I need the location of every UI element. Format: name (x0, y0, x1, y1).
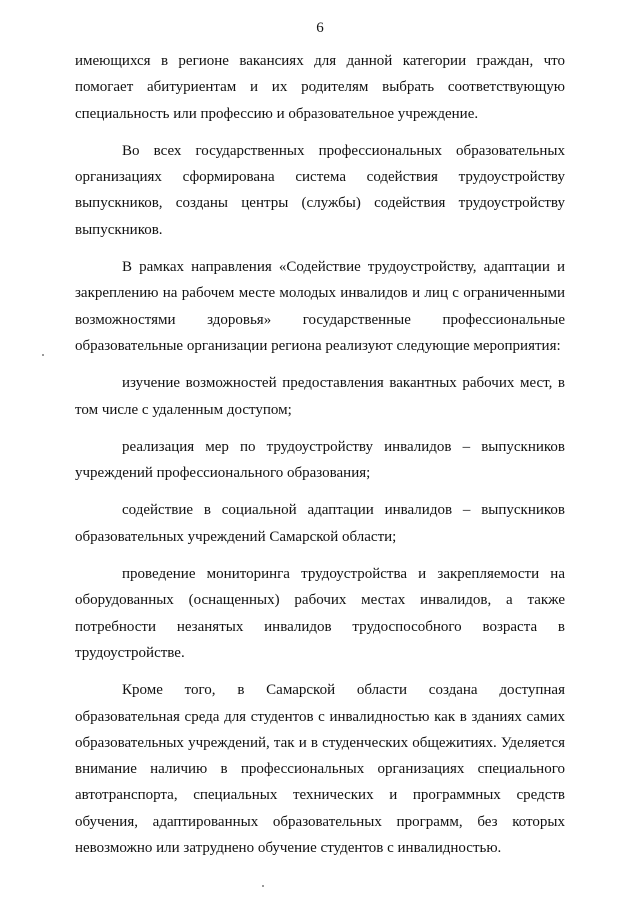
scan-speck (42, 354, 44, 356)
page-number: 6 (316, 20, 324, 36)
list-item-employment-measures: реализация мер по трудоустройству инвалидов – выпускников учреждений профессионального образования; (75, 438, 565, 482)
paragraph-employment-centers: Во всех государственных профессиональных образовательных организациях сформирована система содействия трудоустройству выпускников, созданы центры (службы) содействия трудоустройству выпускников. (75, 142, 565, 238)
paragraph-continuation: имеющихся в регионе вакансиях для данной категории граждан, что помогает абитуриентам и их родителям выбрать соответствующую специальность или профессию и образовательное учреждение. (75, 53, 565, 122)
list-item-monitoring: проведение мониторинга трудоустройства и закрепляемости на оборудованных (оснащенных) рабочих местах инвалидов, а также потребности незанятых инвалидов трудоспособного возраста в трудоустройстве. (75, 566, 565, 661)
paragraph-program-intro: В рамках направления «Содействие трудоустройству, адаптации и закреплению на рабочем месте молодых инвалидов и лиц с ограниченными возможностями здоровья» государственные профессиональные образовательные организации региона реализуют следующие мероприятия: (75, 259, 565, 354)
document-body (75, 48, 565, 872)
list-item-social-adaptation: содействие в социальной адаптации инвалидов – выпускников образовательных учреждений Самарской области; (75, 502, 565, 545)
scan-speck (262, 885, 264, 887)
paragraph-accessible-environment: Кроме того, в Самарской области создана доступная образовательная среда для студентов с инвалидностью как в зданиях самих образовательных учреждений, так и в студенческих общежитиях. Уделяется внимание наличию в профессиональных организациях специального автотранспорта, специальных технических и программных средств обучения, адаптированных образовательных программ, без которых невозможно или затруднено обучение студентов с инвалидностью. (75, 682, 565, 857)
list-item-vacancies: изучение возможностей предоставления вакантных рабочих мест, в том числе с удаленным доступом; (75, 375, 565, 418)
